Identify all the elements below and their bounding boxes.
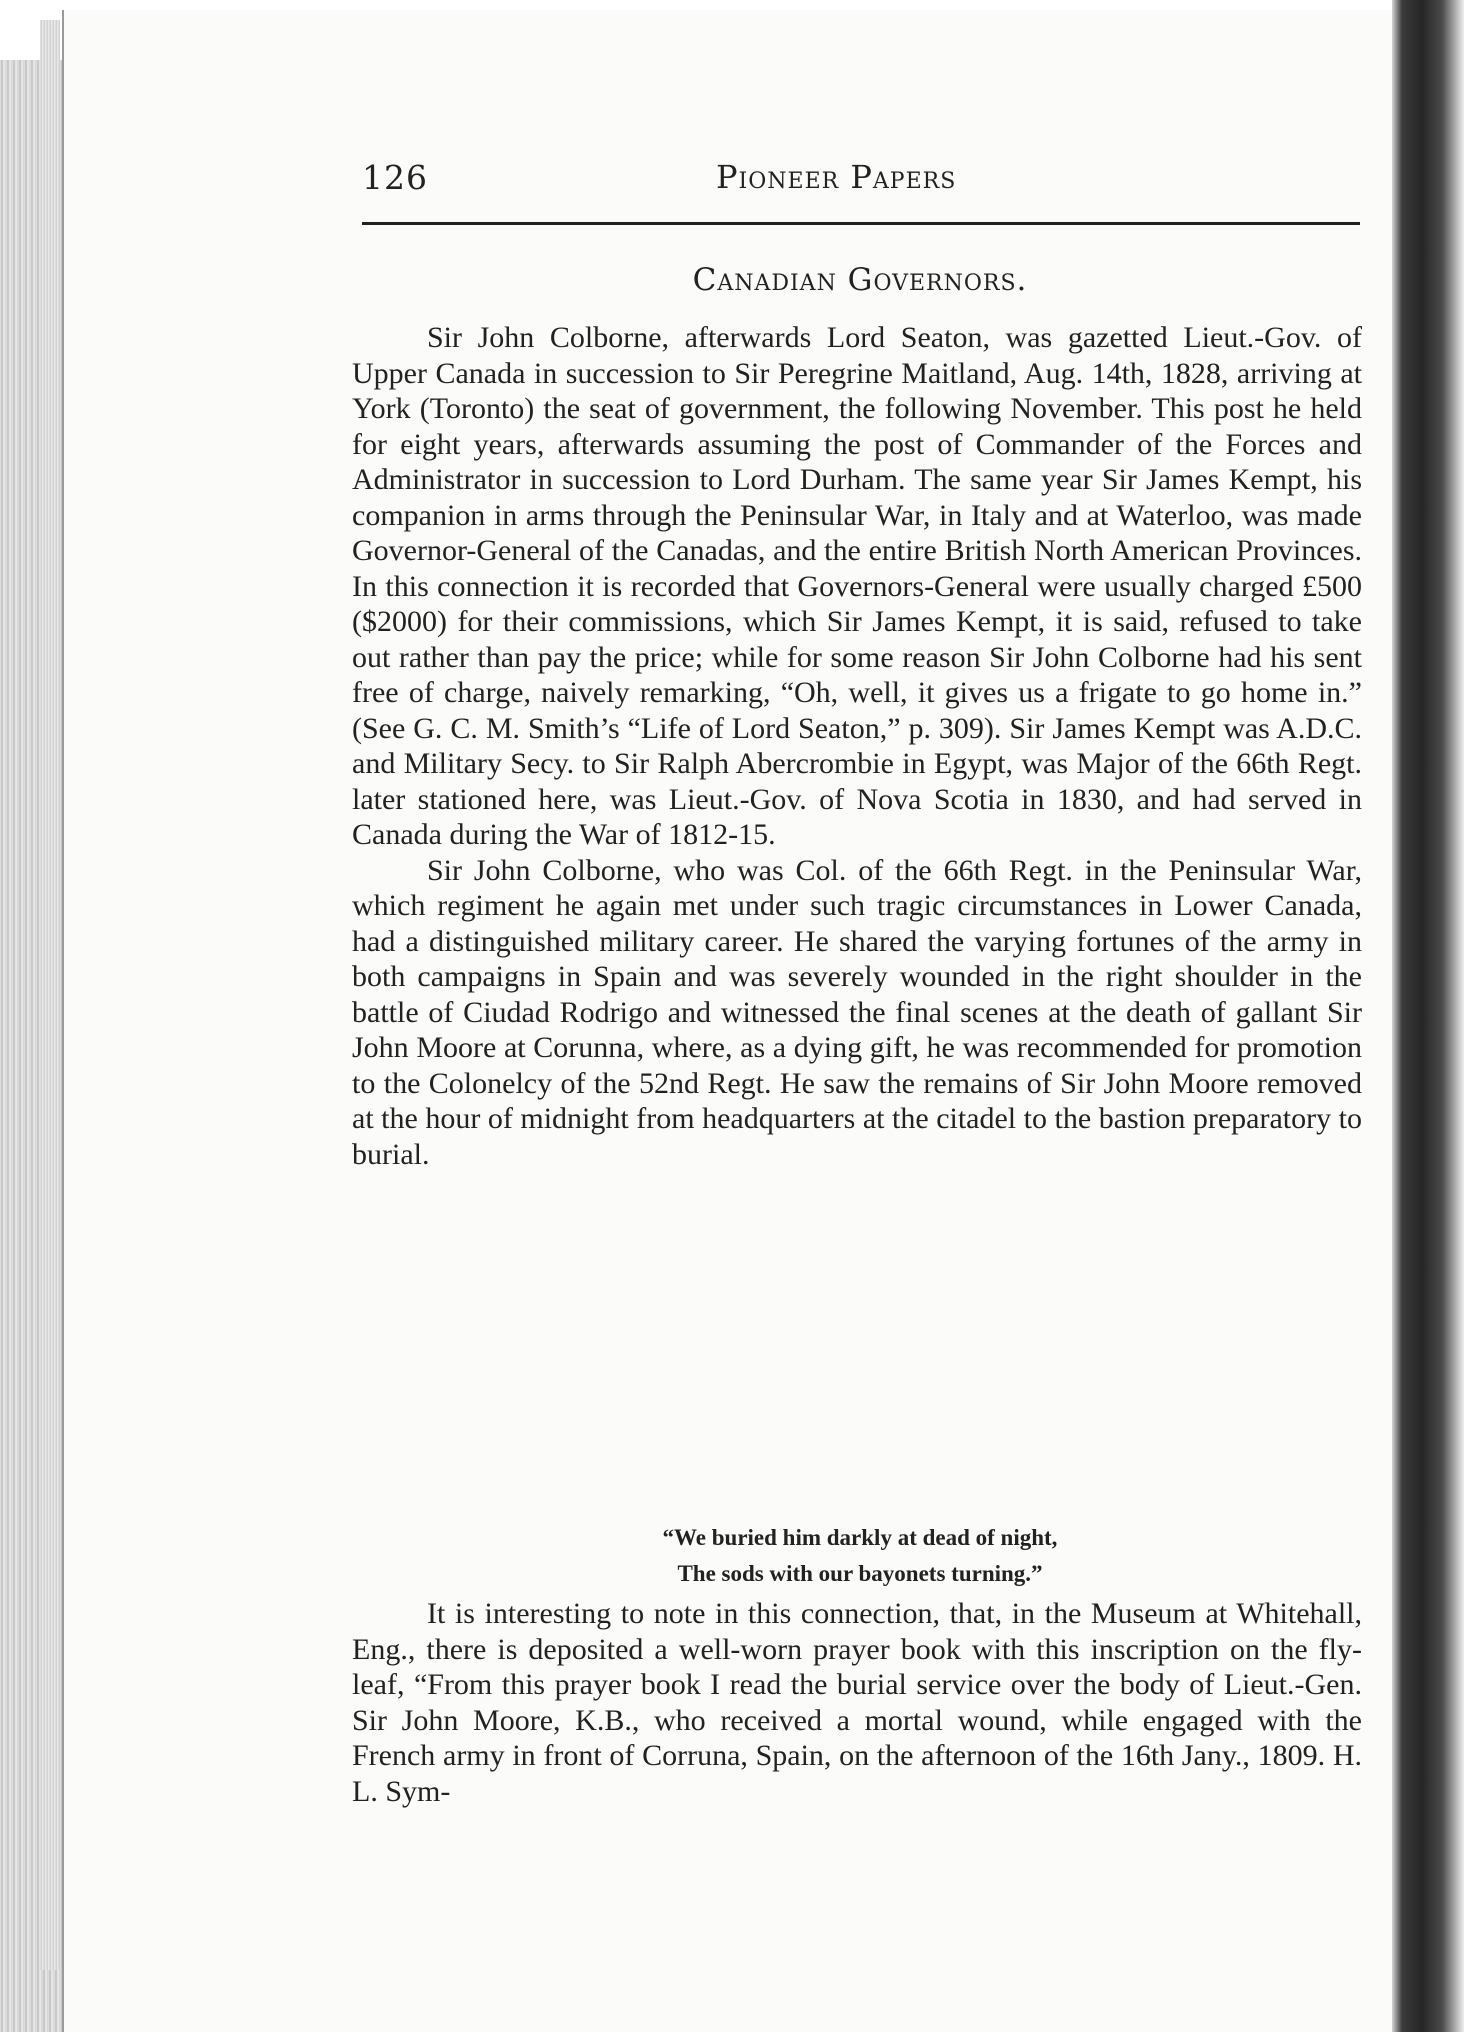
header-rule	[362, 222, 1360, 225]
verse-quote	[362, 1520, 1358, 1592]
closing-text	[352, 1596, 1362, 1809]
running-title: Pioneer Papers	[716, 158, 957, 196]
paragraph-2: Sir John Colborne, who was Col. of the 66th Regt. in the Peninsular War, which regiment he again met under such tragic circumstances in Lower Canada, had a distinguished military career. He shared the varying fortunes of the army in both campaigns in Spain and was severely wounded in the right shoulder in the battle of Ciudad Rodrigo and witnessed the final scenes at the death of gallant Sir John Moore at Corunna, where, as a dying gift, he was recommended for promotion to the Colonelcy of the 52nd Regt. He saw the remains of Sir John Moore removed at the hour of midnight from headquarters at the citadel to the bastion preparatory to burial.	[352, 853, 1362, 1171]
verse-line-2: The sods with our bayonets turning.”	[677, 1561, 1043, 1586]
paragraph-3: It is interesting to note in this connection, that, in the Museum at Whitehall, Eng., there is deposited a well-worn prayer book with this inscription on the fly-leaf, “From this prayer book I read the burial service over the body of Lieut.-Gen. Sir John Moore, K.B., who received a mortal wound, while engaged with the French army in front of Corruna, Spain, on the afternoon of the 16th Jany., 1809. H. L. Sym-	[352, 1597, 1362, 1808]
page-header	[362, 158, 1358, 198]
verse-line-1: “We buried him darkly at dead of night,	[662, 1525, 1058, 1550]
body-text	[352, 320, 1362, 1172]
page-number: 126	[362, 158, 428, 197]
book-gutter	[1392, 0, 1464, 2032]
page-edges-inner	[40, 20, 60, 1970]
paragraph-1: Sir John Colborne, afterwards Lord Seaton, was gazetted Lieut.-Gov. of Upper Canada in succession to Sir Peregrine Maitland, Aug. 14th, 1828, arriving at York (Toronto) the seat of government, the following November. This post he held for eight years, afterwards assuming the post of Commander of the Forces and Administrator in succession to Lord Durham. The same year Sir James Kempt, his companion in arms through the Peninsular War, in Italy and at Waterloo, was made Governor-General of the Canadas, and the entire British North American Provinces. In this connection it is recorded that Governors-General were usually charged £500 ($2000) for their commissions, which Sir James Kempt, it is said, refused to take out rather than pay the price; while for some reason Sir John Colborne had his sent free of charge, naively remarking, “Oh, well, it gives us a frigate to go home in.” (See G. C. M. Smith’s “Life of Lord Seaton,” p. 309). Sir James Kempt was A.D.C. and Military Secy. to Sir Ralph Abercrombie in Egypt, was Major of the 66th Regt. later stationed here, was Lieut.-Gov. of Nova Scotia in 1830, and had served in Canada during the War of 1812-15.	[352, 321, 1362, 851]
section-title: Canadian Governors.	[692, 262, 1028, 298]
